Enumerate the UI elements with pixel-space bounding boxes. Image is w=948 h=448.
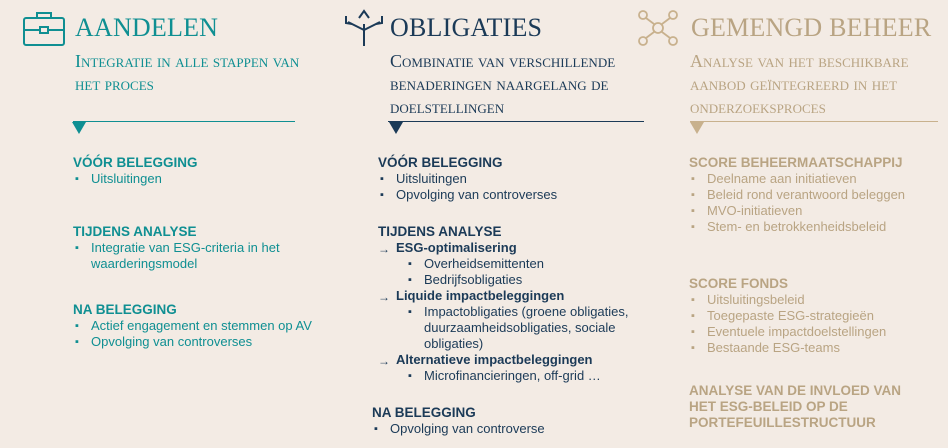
group-label: → Liquide impactbeleggingen: [378, 288, 640, 304]
column-gemengd-beheer: [636, 0, 948, 448]
section-tijdens-analyse: [378, 224, 640, 384]
section-analyse-invloed: [689, 383, 919, 431]
divider: [690, 121, 938, 122]
column-title: AANDELEN: [75, 13, 219, 42]
section-heading: NA BELEGGING: [73, 302, 177, 317]
column-obligaties: [318, 0, 636, 448]
section-heading: VÓÓR BELEGGING: [73, 155, 198, 170]
list-item: ▪ Beleid rond verantwoord beleggen: [689, 187, 905, 203]
list-item: ▪ Integratie van ESG-criteria in het waarderingsmodel: [73, 240, 291, 272]
column-header: [318, 4, 636, 48]
list-item: ▪ Uitsluitingen: [378, 171, 557, 187]
list-item: ▪ Opvolging van controverses: [378, 187, 557, 203]
section-heading: ANALYSE VAN DE INVLOED VAN HET ESG-BELEID OP DE PORTEFEUILLESTRUCTUUR: [689, 383, 902, 430]
column-aandelen: [0, 0, 318, 448]
list-item: ▪ Opvolging van controverse: [372, 421, 545, 437]
section-heading: TIJDENS ANALYSE: [378, 224, 502, 239]
triangle-marker-icon: [690, 122, 704, 134]
list-item: ▪ Bedrijfsobligaties: [378, 272, 640, 288]
column-subtitle: Analyse van het beschikbare aanbod geïntegreerd in het onderzoeksproces: [690, 51, 909, 117]
list-item: ▪ Uitsluitingen: [73, 171, 198, 187]
column-header: [0, 4, 318, 48]
triangle-marker-icon: [389, 122, 403, 134]
section-heading: SCORE FONDS: [689, 276, 789, 291]
section-score-fonds: [689, 276, 886, 356]
triangle-marker-icon: [72, 122, 86, 134]
section-voor-belegging: [73, 155, 198, 187]
divider: [388, 121, 644, 122]
list-item: ▪ Deelname aan initiatieven: [689, 171, 905, 187]
section-tijdens-analyse: [73, 224, 303, 272]
branching-arrows-icon: [342, 8, 386, 48]
list-item: ▪ Eventuele impactdoelstellingen: [689, 324, 886, 340]
list-item: ▪ Overheidsemittenten: [378, 256, 640, 272]
list-item: ▪ Bestaande ESG-teams: [689, 340, 886, 356]
briefcase-icon: [22, 8, 66, 48]
section-na-belegging: [73, 302, 312, 350]
column-subtitle: Integratie in alle stappen van het proces: [75, 51, 300, 94]
section-score-beheermaatschappij: [689, 155, 905, 235]
divider: [73, 121, 295, 122]
list-item: ▪ Impactobligaties (groene obligaties, duurzaamheidsobligaties, sociale obligaties): [378, 304, 640, 352]
group-label: → Alternatieve impactbeleggingen: [378, 352, 640, 368]
column-header: [636, 4, 948, 48]
list-item: ▪ Microfinancieringen, off-grid …: [378, 368, 640, 384]
list-item: ▪ Uitsluitingsbeleid: [689, 292, 886, 308]
column-title: OBLIGATIES: [390, 13, 543, 42]
group-label: → ESG-optimalisering: [378, 240, 640, 256]
section-heading: TIJDENS ANALYSE: [73, 224, 197, 239]
section-heading: SCORE BEHEERMAATSCHAPPIJ: [689, 155, 903, 170]
section-heading: NA BELEGGING: [372, 405, 476, 420]
section-na-belegging: [372, 405, 545, 437]
list-item: ▪ Stem- en betrokkenheidsbeleid: [689, 219, 905, 235]
column-subtitle: Combinatie van verschillende benaderingen naargelang de doelstellingen: [390, 51, 616, 117]
list-item: ▪ Opvolging van controverses: [73, 334, 312, 350]
list-item: ▪ MVO-initiatieven: [689, 203, 905, 219]
list-item: ▪ Toegepaste ESG-strategieën: [689, 308, 886, 324]
column-title: GEMENGD BEHEER: [691, 13, 932, 42]
section-voor-belegging: [378, 155, 557, 203]
list-item: ▪ Actief engagement en stemmen op AV: [73, 318, 312, 334]
section-heading: VÓÓR BELEGGING: [378, 155, 503, 170]
network-people-icon: [636, 8, 680, 48]
